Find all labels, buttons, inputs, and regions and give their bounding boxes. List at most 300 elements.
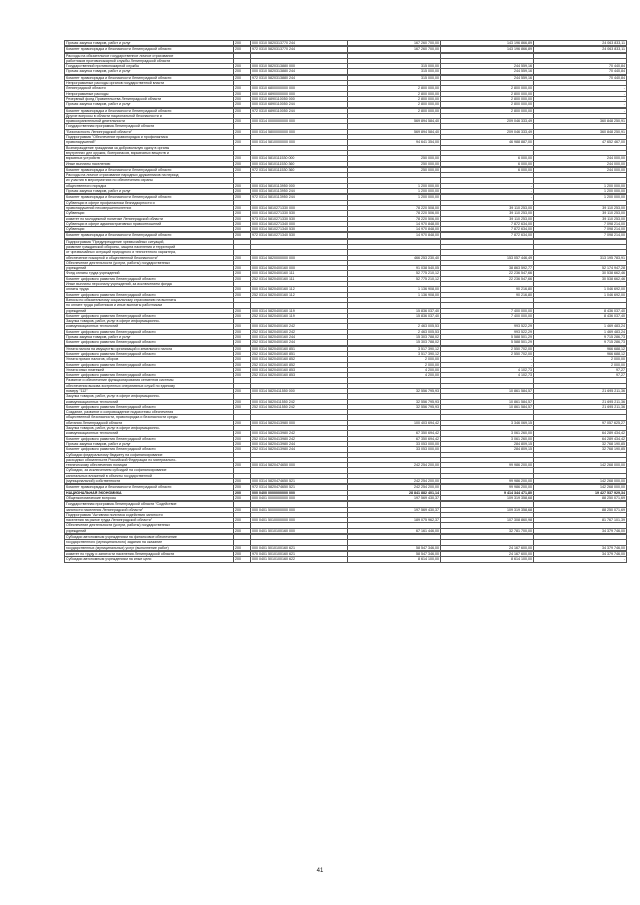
row-approved: 33 053 000,00 [348, 441, 441, 446]
row-budget-code: 972 0310 6890110050 244 [251, 108, 348, 113]
row-remaining: 34 379 746,00 [534, 551, 627, 556]
row-executed: 109 319 358,68 [441, 507, 534, 512]
row-name: Расходы на личное страхование народных дружинников на период [65, 173, 234, 178]
row-budget-code: 000 0314 5810000000 000 [251, 140, 348, 145]
row-budget-code: 000 0401 5000000000 000 [251, 507, 348, 512]
row-remaining: 360 848 250,91 [534, 119, 627, 124]
row-name: комитет по труду и занятости населения Ленинградской области [65, 551, 234, 556]
row-budget-code: 000 0314 0000000000 000 [251, 119, 348, 124]
row-name: Комитет цифрового развития Ленинградской области [65, 329, 234, 334]
row-approved: 2 800 000,00 [348, 96, 441, 101]
row-name: правоохранительной деятельности [65, 119, 234, 124]
row-line-code: 200 [234, 441, 251, 446]
row-executed: 244 559,16 [441, 64, 534, 69]
row-executed: 153 057 446,49 [441, 255, 534, 260]
row-line-code: 200 [234, 69, 251, 74]
row-approved: 2 463 005,53 [348, 329, 441, 334]
row-executed: 22 236 547,66 [441, 271, 534, 276]
row-budget-code: 000 0314 5810111530 000 [251, 156, 348, 161]
row-line-code: 200 [234, 420, 251, 425]
row-line-code: 200 [234, 183, 251, 188]
row-remaining: 21 695 211,36 [534, 389, 627, 394]
row-name: Комитет цифрового развития Ленинградской области [65, 292, 234, 297]
row-name: Государственная программа Ленинградской области [65, 124, 234, 129]
row-budget-code: 252 0314 5820400160 242 [251, 329, 348, 334]
row-approved: 2 000,00 [348, 362, 441, 367]
row-executed: 8 614 100,00 [441, 557, 534, 562]
row-approved: 91 038 540,05 [348, 266, 441, 271]
row-executed: 90 216,80 [441, 292, 534, 297]
row-remaining: 81 767 101,39 [534, 518, 627, 523]
row-budget-code: 000 0314 5820413980 244 [251, 441, 348, 446]
row-budget-code: 972 0314 5820474650 521 [251, 485, 348, 490]
row-approved: 15 836 037,40 [348, 313, 441, 318]
row-remaining: 64 289 434,42 [534, 431, 627, 436]
row-executed: 24 167 600,00 [441, 545, 534, 550]
row-name: правонарушений несовершеннолетних [65, 205, 234, 210]
row-line-code: 200 [234, 490, 251, 495]
row-executed: 143 196 866,89 [441, 47, 534, 52]
row-line-code: 200 [234, 329, 251, 334]
row-approved: 58 547 346,00 [348, 551, 441, 556]
row-name: внутренних дел оружия, боеприпасов, взрывчатых веществ и [65, 150, 234, 155]
row-name: Подпрограмма "Активная политика содействия занятости [65, 512, 234, 517]
row-line-code: 200 [234, 86, 251, 91]
row-line-code: 200 [234, 108, 251, 113]
row-remaining: 7 098 214,00 [534, 227, 627, 232]
row-executed: 9 414 344 471,80 [441, 490, 534, 495]
row-executed: 7 872 634,00 [441, 233, 534, 238]
row-executed: 6 000,00 [441, 161, 534, 166]
page-number: 41 [316, 868, 324, 874]
row-line-code: 200 [234, 266, 251, 271]
row-budget-code: 972 0314 5810113950 244 [251, 195, 348, 200]
row-approved: 4 200,00 [348, 367, 441, 372]
row-approved: 15 303 788,02 [348, 335, 441, 340]
row-executed: 99 986 200,00 [441, 463, 534, 468]
row-line-code: 200 [234, 308, 251, 313]
row-remaining: 1 469 483,24 [534, 329, 627, 334]
row-approved: 197 569 430,37 [348, 495, 441, 500]
row-line-code: 200 [234, 340, 251, 345]
row-remaining: 34 379 746,00 [534, 545, 627, 550]
row-executed: 2 800 000,00 [441, 91, 534, 96]
row-remaining: 19 427 537 929,34 [534, 490, 627, 495]
row-budget-code: 000 0310 5820313880 244 [251, 69, 348, 74]
row-name: Государственной противопожарной службы [65, 64, 234, 69]
row-name: Прочая закупка товаров, работ и услуг [65, 69, 234, 74]
row-budget-code: 000 0310 6890110050 000 [251, 96, 348, 101]
row-name: Прочая закупка товаров, работ и услуг [65, 41, 234, 46]
row-approved: 250 000,00 [348, 161, 441, 166]
row-budget-code: 000 0314 5820413980 000 [251, 420, 348, 425]
row-remaining: 32 768 190,85 [534, 447, 627, 452]
row-name: общественной безопасности, правопорядка и безопасности среды [65, 415, 234, 420]
row-remaining: 21 695 211,36 [534, 404, 627, 409]
row-executed: 3 061 260,00 [441, 431, 534, 436]
row-executed: 4 102,73 [441, 373, 534, 378]
row-executed: 90 216,80 [441, 287, 534, 292]
row-budget-code: 970 0401 5010100160 621 [251, 551, 348, 556]
row-name: коммуникационных технологий [65, 324, 234, 329]
row-remaining: - [534, 557, 627, 562]
row-approved: 52 775 210,12 [348, 271, 441, 276]
row-budget-code: 000 0314 5820400160 000 [251, 266, 348, 271]
row-approved: 32 556 795,93 [348, 389, 441, 394]
row-executed: 5 588 501,29 [441, 335, 534, 340]
row-budget-code: 000 0310 6800000000 000 [251, 86, 348, 91]
row-executed: 244 559,16 [441, 75, 534, 80]
row-executed: 2 800 000,00 [441, 108, 534, 113]
row-budget-code: 000 0314 5820400160 119 [251, 308, 348, 313]
row-line-code: 200 [234, 91, 251, 96]
row-name: Закупка товаров, работ, услуг в сфере информационно- [65, 319, 234, 324]
row-name: Субвенции в сфере профилактики безнадзорности и [65, 200, 234, 205]
row-name: комитет по молодежной политике Ленинградской области [65, 216, 234, 221]
row-name: Подпрограмма "Предупреждение чрезвычайных ситуаций, [65, 239, 234, 244]
row-line-code: 200 [234, 463, 251, 468]
row-name: Комитет правопорядка и безопасности Ленинградской области [65, 108, 234, 113]
row-name: Комитет цифрового развития Ленинградской области [65, 276, 234, 281]
row-name: обеспечения вызова экстренных оперативных служб по единому [65, 383, 234, 388]
row-line-code: 200 [234, 64, 251, 69]
row-budget-code: 000 0314 5820413980 242 [251, 431, 348, 436]
row-line-code: 200 [234, 324, 251, 329]
row-remaining: 70 440,84 [534, 64, 627, 69]
row-executed: 6 000,00 [441, 156, 534, 161]
row-line-code: 200 [234, 485, 251, 490]
row-remaining: 9 715 286,73 [534, 335, 627, 340]
row-remaining: - [534, 91, 627, 96]
row-approved: 67 350 694,42 [348, 431, 441, 436]
row-approved: 52 775 210,12 [348, 276, 441, 281]
row-budget-code: 000 0314 5820474650 521 [251, 479, 348, 484]
row-remaining: 142 268 000,00 [534, 485, 627, 490]
row-remaining: 7 098 214,00 [534, 233, 627, 238]
row-executed: 4 102,73 [441, 367, 534, 372]
row-executed: 39 110 253,00 [441, 211, 534, 216]
row-approved: 32 556 795,93 [348, 399, 441, 404]
row-approved: 33 053 000,00 [348, 447, 441, 452]
row-line-code: 200 [234, 373, 251, 378]
row-name: Резервный фонд Правительства Ленинградской области [65, 96, 234, 101]
row-remaining: 70 440,84 [534, 75, 627, 80]
row-remaining: 39 110 253,00 [534, 211, 627, 216]
row-budget-code: 972 0314 5810111530 360 [251, 167, 348, 172]
row-approved: 2 463 005,53 [348, 324, 441, 329]
row-remaining: 24 063 833,11 [534, 41, 627, 46]
row-name: государственных (муниципальных) услуг (выполнение работ) [65, 545, 234, 550]
row-executed: 39 110 253,00 [441, 216, 534, 221]
row-line-code: 200 [234, 507, 251, 512]
row-approved: 100 403 694,42 [348, 420, 441, 425]
row-budget-code: 252 0314 5820400160 111 [251, 276, 348, 281]
row-approved: 569 894 584,40 [348, 119, 441, 124]
row-approved: 78 220 506,00 [348, 216, 441, 221]
row-line-code: 200 [234, 255, 251, 260]
row-budget-code: 000 0401 5010000000 000 [251, 518, 348, 523]
row-budget-code: 000 0401 5010100160 621 [251, 545, 348, 550]
row-name: техническому обеспечению полиции [65, 463, 234, 468]
row-executed: 7 400 000,00 [441, 313, 534, 318]
row-name: Другие вопросы в области национальной безопасности и [65, 113, 234, 118]
row-name: Закупка товаров, работ, услуг в сфере информационно- [65, 426, 234, 431]
row-name: обеспечение пожарной и общественной безопасности" [65, 255, 234, 260]
row-remaining: 24 063 833,11 [534, 47, 627, 52]
row-name: коммуникационных технологий [65, 399, 234, 404]
row-remaining: 97,27 [534, 373, 627, 378]
row-line-code: 200 [234, 41, 251, 46]
row-executed: - [441, 362, 534, 367]
row-budget-code: 000 0314 5820400160 244 [251, 335, 348, 340]
row-name: Закупка товаров, работ, услуг в сфере информационно- [65, 394, 234, 399]
row-budget-code: 000 0401 0000000000 000 [251, 495, 348, 500]
row-budget-code: 000 0314 5820400160 851 [251, 346, 348, 351]
row-name: Прочая закупка товаров, работ и услуг [65, 441, 234, 446]
row-budget-code: 972 0310 5820313880 244 [251, 75, 348, 80]
row-approved: 315 000,00 [348, 75, 441, 80]
row-remaining: 97 057 625,27 [534, 420, 627, 425]
row-name: Комитет правопорядка и безопасности Ленинградской области [65, 195, 234, 200]
row-executed: - [441, 195, 534, 200]
table-row [65, 557, 627, 562]
row-name: Ленинградской области [65, 86, 234, 91]
row-approved: 8 614 100,00 [348, 557, 441, 562]
row-name: Уплата иных платежей [65, 367, 234, 372]
row-line-code: 200 [234, 276, 251, 281]
row-executed: 32 781 700,00 [441, 528, 534, 533]
row-line-code: 200 [234, 346, 251, 351]
row-line-code: 200 [234, 551, 251, 556]
row-line-code: 200 [234, 447, 251, 452]
row-executed: - [441, 183, 534, 188]
row-budget-code: 000 0310 5820313880 000 [251, 64, 348, 69]
row-name: Обеспечение деятельности (услуги, работы) государственных [65, 260, 234, 265]
row-name: Комитет правопорядка и безопасности Ленинградской области [65, 485, 234, 490]
row-remaining: 39 110 253,00 [534, 216, 627, 221]
row-remaining: 30 538 662,46 [534, 276, 627, 281]
row-executed: 2 550 702,00 [441, 346, 534, 351]
row-remaining: 88 250 071,69 [534, 495, 627, 500]
row-approved: 94 641 354,00 [348, 140, 441, 145]
row-approved: 1 136 908,00 [348, 287, 441, 292]
row-executed: 10 861 584,57 [441, 404, 534, 409]
row-budget-code: 252 0314 5820411550 242 [251, 404, 348, 409]
row-line-code: 200 [234, 528, 251, 533]
row-budget-code: 000 0314 5820474650 000 [251, 463, 348, 468]
row-executed: 10 861 584,57 [441, 399, 534, 404]
row-name: оплаты труда [65, 287, 234, 292]
row-approved: 2 800 000,00 [348, 91, 441, 96]
row-executed: 244 559,16 [441, 69, 534, 74]
row-executed: 993 522,29 [441, 324, 534, 329]
row-approved: 167 260 700,00 [348, 47, 441, 52]
row-line-code: 200 [234, 119, 251, 124]
row-approved: 569 894 584,40 [348, 129, 441, 134]
row-remaining: 1 200 000,00 [534, 183, 627, 188]
row-name: коммуникационных технологий [65, 431, 234, 436]
row-approved: 28 841 882 401,14 [348, 490, 441, 495]
row-budget-code: 000 0314 5810271340 530 [251, 227, 348, 232]
row-remaining: 2 000,00 [534, 357, 627, 362]
row-name: Непрограммные расходы органов государственной власти [65, 81, 234, 86]
row-budget-code: 000 0314 5820000000 000 [251, 255, 348, 260]
row-remaining: 30 538 662,46 [534, 271, 627, 276]
row-name: учреждений [65, 308, 234, 313]
row-approved: 3 517 390,12 [348, 346, 441, 351]
row-name: Комитет правопорядка и безопасности Ленинградской области [65, 47, 234, 52]
row-name: Иные выплаты населению [65, 161, 234, 166]
row-name: Комитет правопорядка и безопасности Ленинградской области [65, 167, 234, 172]
row-executed: - [441, 189, 534, 194]
row-line-code: 200 [234, 399, 251, 404]
row-budget-code: 972 0314 5810271340 530 [251, 233, 348, 238]
row-remaining: 142 268 000,00 [534, 479, 627, 484]
row-line-code: 200 [234, 211, 251, 216]
row-line-code: 200 [234, 404, 251, 409]
row-approved: 250 000,00 [348, 156, 441, 161]
row-name: Субсидии федеральному бюджету на софинансирование [65, 452, 234, 457]
row-approved: 78 220 508,00 [348, 205, 441, 210]
row-approved: 58 547 346,00 [348, 545, 441, 550]
row-line-code: 200 [234, 221, 251, 226]
row-name: Уплата прочих налогов, сборов [65, 357, 234, 362]
row-executed: 3 346 069,15 [441, 420, 534, 425]
row-executed: 3 061 260,00 [441, 436, 534, 441]
row-name: от чрезвычайных ситуаций природного и техногенного характера, [65, 250, 234, 255]
row-line-code: 200 [234, 156, 251, 161]
row-approved: 4 200,00 [348, 373, 441, 378]
row-name: Подпрограмма "Обеспечение правопорядка и профилактика [65, 135, 234, 140]
row-line-code: 200 [234, 436, 251, 441]
row-executed: 22 236 547,66 [441, 276, 534, 281]
row-line-code: 200 [234, 75, 251, 80]
row-budget-code: 252 0314 5820400160 244 [251, 340, 348, 345]
row-name: Комитет цифрового развития Ленинградской области [65, 313, 234, 318]
row-approved: 15 303 788,02 [348, 340, 441, 345]
row-line-code: 200 [234, 167, 251, 172]
row-line-code: 200 [234, 129, 251, 134]
row-executed: 7 872 634,00 [441, 221, 534, 226]
row-budget-code: 972 0310 5820313770 244 [251, 47, 348, 52]
row-remaining: - [534, 108, 627, 113]
row-remaining: 1 046 692,00 [534, 292, 627, 297]
row-remaining: 47 652 467,00 [534, 140, 627, 145]
row-name: по оплате труда работников и иные выплаты работникам [65, 303, 234, 308]
row-remaining: 313 195 783,91 [534, 255, 627, 260]
row-line-code: 200 [234, 195, 251, 200]
table-body [65, 41, 627, 563]
row-line-code: 200 [234, 102, 251, 107]
row-remaining: 88 250 071,69 [534, 507, 627, 512]
row-remaining: 52 174 947,28 [534, 266, 627, 271]
row-approved: 2 800 000,00 [348, 108, 441, 113]
row-budget-code: 252 0314 5820400160 853 [251, 373, 348, 378]
row-remaining: 21 695 211,36 [534, 399, 627, 404]
row-approved: 14 970 848,00 [348, 233, 441, 238]
row-name: Комитет правопорядка и безопасности Ленинградской области [65, 75, 234, 80]
row-name: НАЦИОНАЛЬНАЯ ЭКОНОМИКА [65, 490, 234, 495]
row-line-code: 200 [234, 216, 251, 221]
row-executed: 39 110 253,00 [441, 205, 534, 210]
row-name: Субсидии, за исключением субсидий на софинансирование [65, 468, 234, 473]
row-executed: 38 863 592,77 [441, 266, 534, 271]
row-approved: 2 800 000,00 [348, 102, 441, 107]
row-line-code: 200 [234, 140, 251, 145]
row-remaining: 966 688,12 [534, 351, 627, 356]
row-name: Прочая закупка товаров, работ и услуг [65, 335, 234, 340]
row-budget-code: 252 0314 5820400160 112 [251, 292, 348, 297]
row-name: расходных обязательств Российской Федерации по материально- [65, 457, 234, 462]
row-name: Государственная программа Ленинградской области "Содействие [65, 502, 234, 507]
row-name: учреждений [65, 266, 234, 271]
row-budget-code: 000 0401 5010100160 000 [251, 528, 348, 533]
row-line-code: 200 [234, 479, 251, 484]
row-approved: 315 000,00 [348, 69, 441, 74]
row-budget-code: 000 0314 5810271330 530 [251, 211, 348, 216]
row-budget-code: 000 0314 5800000000 000 [251, 129, 348, 134]
row-executed: 10 861 584,57 [441, 389, 534, 394]
row-line-code: 200 [234, 362, 251, 367]
row-approved: 1 200 000,00 [348, 189, 441, 194]
row-executed: 24 167 600,00 [441, 551, 534, 556]
row-line-code: 200 [234, 557, 251, 562]
row-line-code: 200 [234, 271, 251, 276]
row-name: Взносы по обязательному социальному страхованию на выплаты [65, 297, 234, 302]
row-line-code: 200 [234, 367, 251, 372]
row-remaining: 244 000,00 [534, 161, 627, 166]
row-name: "Безопасность Ленинградской области" [65, 129, 234, 134]
row-line-code: 200 [234, 161, 251, 166]
row-remaining: 966 688,12 [534, 346, 627, 351]
row-remaining: 142 268 000,00 [534, 463, 627, 468]
row-budget-code: 000 0314 5810113950 244 [251, 189, 348, 194]
row-name: номеру "112" [65, 389, 234, 394]
row-name: Создание, развитие и сопровождение подсистемы обеспечения [65, 410, 234, 415]
row-line-code: 200 [234, 287, 251, 292]
row-line-code: 200 [234, 227, 251, 232]
row-budget-code: 000 0314 5820400160 111 [251, 271, 348, 276]
row-remaining: 1 046 692,00 [534, 287, 627, 292]
row-remaining: 70 440,84 [534, 69, 627, 74]
row-remaining: 244 000,00 [534, 156, 627, 161]
row-name: Обеспечение деятельности (услуги, работы) государственных [65, 523, 234, 528]
row-name: учреждений [65, 528, 234, 533]
row-approved: 242 254 200,00 [348, 479, 441, 484]
row-name: (муниципальной) собственности [65, 479, 234, 484]
row-name: Субсидии автономным учреждениям на финансовое обеспечение [65, 535, 234, 540]
row-approved: 197 569 430,37 [348, 507, 441, 512]
row-remaining: 97,27 [534, 367, 627, 372]
row-executed: 284 809,15 [441, 447, 534, 452]
row-executed: 2 550 702,00 [441, 351, 534, 356]
row-line-code: 200 [234, 313, 251, 318]
row-remaining: 9 715 286,73 [534, 340, 627, 345]
row-approved: 2 800 000,00 [348, 86, 441, 91]
row-executed: 993 522,29 [441, 329, 534, 334]
row-name: Развитие и обеспечение функционирования сегментов системы [65, 378, 234, 383]
row-name: Иные выплаты персоналу учреждений, за исключением фонда [65, 282, 234, 287]
row-name: их участия в мероприятиях по обеспечению охраны [65, 178, 234, 183]
row-approved: 189 075 962,37 [348, 518, 441, 523]
row-name: развитие гражданской обороны, защита населения и территорий [65, 244, 234, 249]
row-line-code: 200 [234, 233, 251, 238]
row-name: Комитет цифрового развития Ленинградской области [65, 351, 234, 356]
row-name: Непрограммные расходы [65, 91, 234, 96]
row-name: Вознаграждение гражданам за добровольную сдачу в органы [65, 145, 234, 150]
row-remaining: 64 289 434,42 [534, 436, 627, 441]
row-remaining: - [534, 102, 627, 107]
